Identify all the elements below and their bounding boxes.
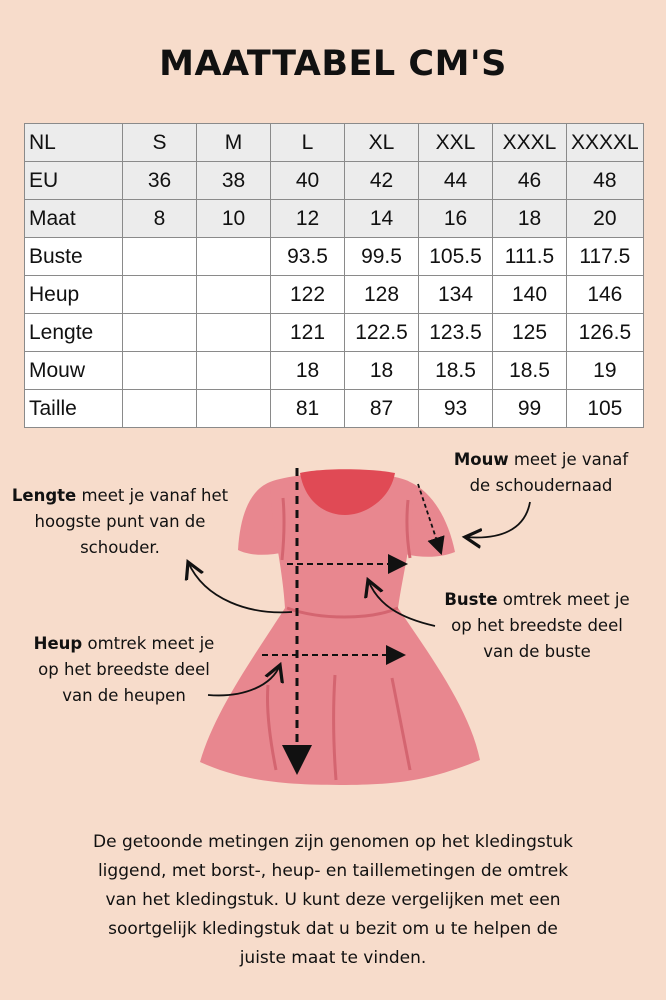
- table-cell: 122.5: [345, 314, 419, 352]
- table-row: [25, 238, 644, 276]
- table-cell: 122: [271, 276, 345, 314]
- table-cell: XXL: [419, 124, 493, 162]
- table-cell: [197, 352, 271, 390]
- table-cell: XL: [345, 124, 419, 162]
- dress-measurement-figure: [0, 440, 666, 800]
- row-label: Mouw: [25, 352, 123, 390]
- table-cell: 14: [345, 200, 419, 238]
- table-cell: 99: [493, 390, 567, 428]
- table-cell: [123, 390, 197, 428]
- table-cell: M: [197, 124, 271, 162]
- table-cell: 16: [419, 200, 493, 238]
- row-label: NL: [25, 124, 123, 162]
- heup-text-1: omtrek meet je: [82, 634, 215, 653]
- row-label: Taille: [25, 390, 123, 428]
- table-row: [25, 162, 644, 200]
- buste-label: Buste: [444, 590, 498, 609]
- table-cell: 123.5: [419, 314, 493, 352]
- table-cell: [123, 238, 197, 276]
- row-label: Maat: [25, 200, 123, 238]
- buste-text-2: op het breedste deel: [451, 616, 623, 635]
- table-cell: 18: [345, 352, 419, 390]
- buste-annotation: [432, 587, 642, 665]
- table-cell: 81: [271, 390, 345, 428]
- table-row: [25, 276, 644, 314]
- table-cell: 19: [567, 352, 644, 390]
- row-label: Heup: [25, 276, 123, 314]
- table-cell: S: [123, 124, 197, 162]
- table-cell: 18.5: [419, 352, 493, 390]
- table-cell: 46: [493, 162, 567, 200]
- footer-line: liggend, met borst-, heup- en taillemetingen de omtrek: [97, 861, 569, 881]
- buste-text-1: omtrek meet je: [497, 590, 630, 609]
- table-cell: 42: [345, 162, 419, 200]
- mouw-text-2: de schoudernaad: [469, 476, 613, 495]
- table-cell: 126.5: [567, 314, 644, 352]
- table-cell: [197, 238, 271, 276]
- table-cell: 36: [123, 162, 197, 200]
- table-cell: 48: [567, 162, 644, 200]
- footer-line: De getoonde metingen zijn genomen op het kledingstuk: [92, 832, 574, 852]
- table-cell: [123, 352, 197, 390]
- table-cell: 18: [271, 352, 345, 390]
- table-cell: 10: [197, 200, 271, 238]
- lengte-annotation: [4, 483, 236, 561]
- footer-line: soortgelijk kledingstuk dat u bezit om u te helpen de: [108, 919, 558, 939]
- table-cell: 105.5: [419, 238, 493, 276]
- heup-text-2: op het breedste deel: [38, 660, 210, 679]
- lengte-text-2: hoogste punt van de: [34, 512, 206, 531]
- table-row: [25, 124, 644, 162]
- table-cell: 93.5: [271, 238, 345, 276]
- footer-line: van het kledingstuk. U kunt deze vergelijken met een: [105, 890, 561, 910]
- table-cell: 111.5: [493, 238, 567, 276]
- table-cell: [123, 314, 197, 352]
- mouw-annotation: [438, 447, 644, 499]
- table-cell: 44: [419, 162, 493, 200]
- row-label: EU: [25, 162, 123, 200]
- table-cell: 8: [123, 200, 197, 238]
- table-cell: 93: [419, 390, 493, 428]
- lengte-text-1: meet je vanaf het: [76, 486, 229, 505]
- table-cell: 12: [271, 200, 345, 238]
- table-cell: [197, 314, 271, 352]
- buste-text-3: van de buste: [483, 642, 591, 661]
- table-row: [25, 390, 644, 428]
- table-cell: 128: [345, 276, 419, 314]
- heup-text-3: van de heupen: [62, 686, 186, 705]
- heup-label: Heup: [33, 634, 83, 653]
- heup-annotation: [8, 631, 240, 709]
- table-cell: [197, 390, 271, 428]
- table-cell: 121: [271, 314, 345, 352]
- table-cell: 117.5: [567, 238, 644, 276]
- table-cell: 99.5: [345, 238, 419, 276]
- lengte-text-3: schouder.: [80, 538, 160, 557]
- table-cell: XXXXL: [567, 124, 644, 162]
- table-cell: 87: [345, 390, 419, 428]
- table-cell: 105: [567, 390, 644, 428]
- table-cell: 38: [197, 162, 271, 200]
- footer-note: [30, 828, 636, 973]
- table-cell: L: [271, 124, 345, 162]
- table-row: [25, 314, 644, 352]
- table-cell: 146: [567, 276, 644, 314]
- table-cell: [123, 276, 197, 314]
- mouw-label: Mouw: [453, 450, 509, 469]
- table-cell: [197, 276, 271, 314]
- table-cell: 140: [493, 276, 567, 314]
- table-row: [25, 352, 644, 390]
- table-cell: 18: [493, 200, 567, 238]
- footer-line: juiste maat te vinden.: [239, 948, 427, 968]
- table-row: [25, 200, 644, 238]
- table-cell: 134: [419, 276, 493, 314]
- table-cell: 125: [493, 314, 567, 352]
- row-label: Buste: [25, 238, 123, 276]
- mouw-text-1: meet je vanaf: [508, 450, 629, 469]
- lengte-label: Lengte: [11, 486, 77, 505]
- table-cell: 20: [567, 200, 644, 238]
- row-label: Lengte: [25, 314, 123, 352]
- table-cell: XXXL: [493, 124, 567, 162]
- table-cell: 40: [271, 162, 345, 200]
- page-title: MAATTABEL CM'S: [159, 44, 507, 84]
- size-table: [24, 123, 644, 428]
- table-cell: 18.5: [493, 352, 567, 390]
